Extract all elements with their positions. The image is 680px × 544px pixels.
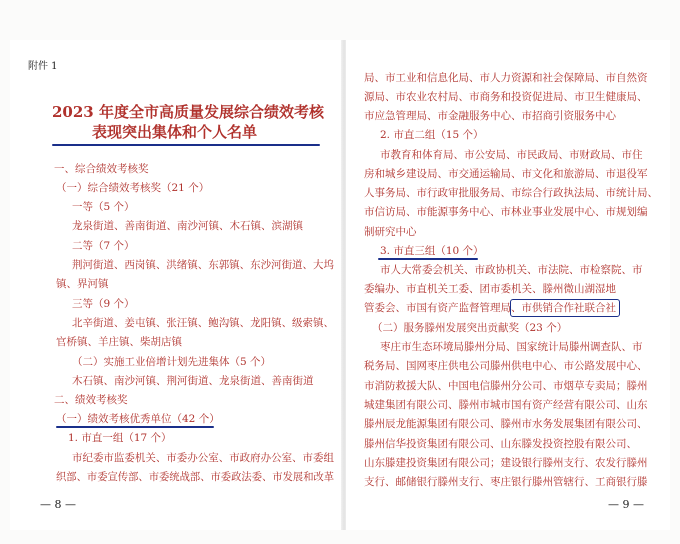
right-line: 市人大常委会机关、市政协机关、市法院、市检察院、市 [380,264,643,276]
right-line: 源局、市农业农村局、市商务和投资促进局、市卫生健康局、 [364,91,648,103]
left-line: 一、综合绩效考核奖 [54,163,149,175]
right-line: 人事务局、市行政审批服务局、市综合行政执法局、市统计局、 [364,187,658,199]
right-line: 山东滕建投资集团有限公司；建设银行滕州支行、农发行滕州 [364,457,648,469]
right-line: 市教育和体育局、市公安局、市民政局、市财政局、市住 [380,149,643,161]
right-line: 市信访局、市能源事务中心、市林业事业发展中心、市规划编 [364,206,648,218]
right-line: 委编办、市直机关工委、团市委机关、滕州微山湖湿地 [364,283,616,295]
left-line: 北辛街道、姜屯镇、张汪镇、鲍沟镇、龙阳镇、级索镇、 [72,317,334,329]
left-line: 镇、界河镇 [56,278,109,290]
left-line: （一）综合绩效考核奖（21 个） [56,182,210,194]
left-line: 1. 市直一组（17 个） [68,432,172,444]
underline-annotation [56,426,214,428]
right-line-highlighted: 3. 市直三组（10 个） [380,245,484,257]
document-title-line2: 表现突出集体和个人名单 [92,123,258,141]
right-line: 管委会、市国有资产监督管理局、市供销合作社联合社 [364,302,616,314]
left-line: 龙泉街道、善南街道、南沙河镇、木石镇、滨湖镇 [72,220,303,232]
right-line: 滕州信华投资集团有限公司、山东滕发投资控股有限公司、 [364,438,637,450]
right-line: （二）服务滕州发展突出贡献奖（23 个） [372,322,568,334]
document-title-line1: 2023 年度全市高质量发展综合绩效考核 [52,103,324,121]
right-line: 枣庄市生态环境局滕州分局、国家统计局滕州调查队、市 [380,341,643,353]
left-line: 荆河街道、西岗镇、洪绪镇、东郭镇、东沙河街道、大坞 [72,259,334,271]
attachment-label: 附件 1 [28,61,58,72]
left-line: 木石镇、南沙河镇、荆河街道、龙泉街道、善南街道 [72,375,314,387]
right-line: 市消防救援大队、中国电信滕州分公司、市烟草专卖局；滕州 [364,380,648,392]
left-line: （二）实施工业倍增计划先进集体（5 个） [72,356,272,368]
title-underline-annotation [52,144,320,146]
page-number-left: — 8 — [40,498,76,511]
left-line: 三等（9 个） [72,298,135,310]
right-line: 制研究中心 [364,226,417,238]
right-line: 市应急管理局、市金融服务中心、市招商引资服务中心 [364,110,616,122]
left-line: 市纪委市监委机关、市委办公室、市政府办公室、市委组 [72,452,334,464]
box-annotation [510,299,620,317]
right-line: 房和城乡建设局、市交通运输局、市文化和旅游局、市退役军 [364,168,648,180]
underline-annotation [378,258,478,260]
right-line: 支行、邮储银行滕州支行、枣庄银行滕州管辖行、工商银行滕 [364,476,648,488]
page-number-right: — 9 — [608,498,644,511]
left-line: 官桥镇、羊庄镇、柴胡店镇 [56,336,182,348]
left-line: 二等（7 个） [72,240,135,252]
left-line-highlighted: （一）绩效考核优秀单位（42 个） [56,413,220,425]
right-line: 局、市工业和信息化局、市人力资源和社会保障局、市自然资 [364,72,648,84]
right-line: 2. 市直二组（15 个） [380,129,484,141]
right-line: 城建集团有限公司、滕州市城市国有资产经营有限公司、山东 [364,399,648,411]
left-line: 一等（5 个） [72,201,135,213]
left-line: 织部、市委宣传部、市委统战部、市委政法委、市发展和改革 [56,471,335,483]
right-line: 税务局、国网枣庄供电公司滕州供电中心、市公路发展中心、 [364,360,648,372]
left-line: 二、绩效考核奖 [54,394,128,406]
right-line: 滕州辰龙能源集团有限公司、滕州市水务发展集团有限公司、 [364,418,648,430]
